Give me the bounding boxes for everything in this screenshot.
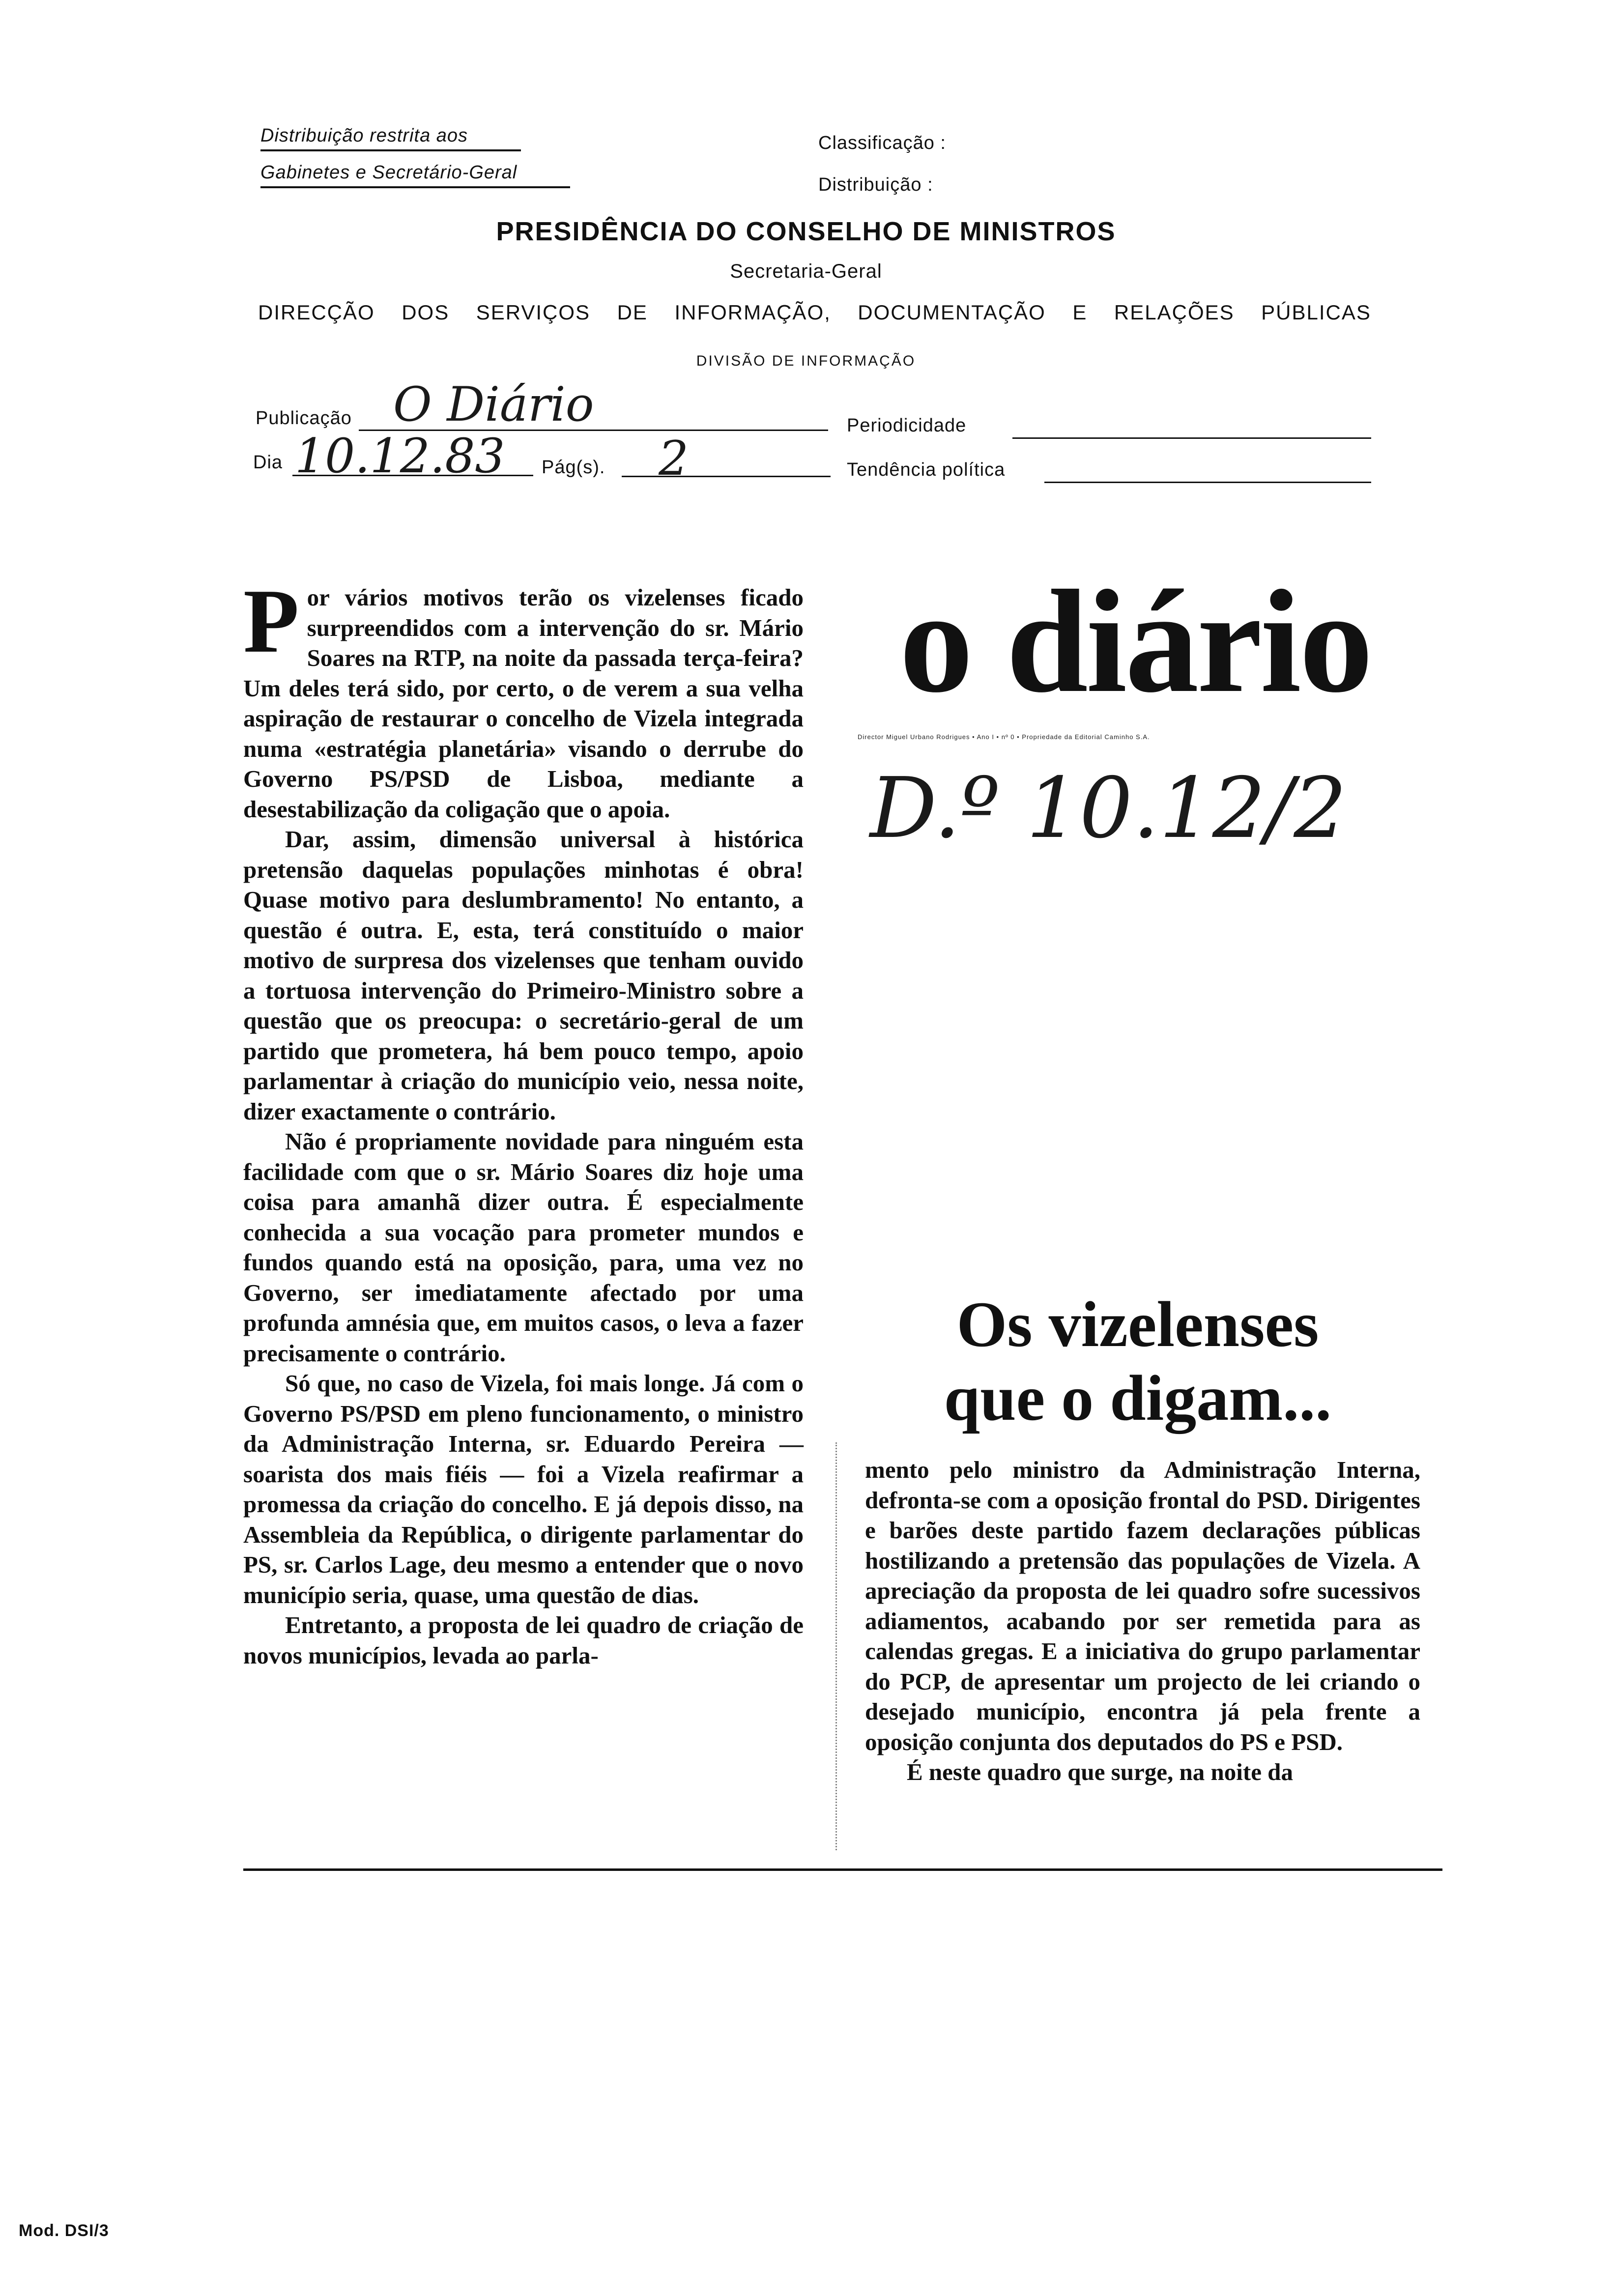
directorate-word: INFORMAÇÃO, [674,301,831,324]
article-paragraph: Dar, assim, dimensão universal à histórica pretensão daquelas populações minhotas é obra! Quase motivo para deslumbramento! No entanto, a questão é outra. E, esta, terá constituído o maior motivo de surpresa dos vizelenses que tenham ouvido a tortuosa intervenção do Primeiro-Ministro sobre a questão que os preocupa: o secretário-geral de um partido que prometera, há bem pouco tempo, apoio parlamentar à criação do município veio, nessa noite, dizer exactamente o contrário. [243,826,804,1125]
directorate-title [258,301,1371,324]
directorate-word: PÚBLICAS [1261,301,1371,324]
secretariat-subtitle: Secretaria-Geral [730,260,882,282]
clipping-handwritten-note: D.º 10.12/2 [870,760,1347,857]
article-paragraph: É neste quadro que surge, na noite da [907,1758,1293,1785]
directorate-word: DE [617,301,648,324]
periodicity-label: Periodicidade [847,415,967,436]
publication-handwritten: O Diário [393,377,594,432]
political-tendency-line [1044,482,1371,483]
newspaper-masthead: o diário [899,560,1371,723]
presidency-title: PRESIDÊNCIA DO CONSELHO DE MINISTROS [496,217,1116,246]
directorate-word: RELAÇÕES [1114,301,1235,324]
pages-handwritten: 2 [659,431,689,486]
classification-label: Classificação : [818,133,946,153]
directorate-word: DIRECÇÃO [258,301,375,324]
masthead-imprint: Director Miguel Urbano Rodrigues • Ano I • nº 0 • Propriedade da Editorial Caminho S.A. [858,733,1150,741]
clipping-bottom-rule [243,1868,1442,1871]
headline-line: que o digam... [944,1362,1332,1434]
pages-line [622,476,831,477]
article-headline [835,1288,1440,1435]
directorate-word: SERVIÇOS [476,301,591,324]
article-paragraph: Não é propriamente novidade para ninguém esta facilidade com que o sr. Mário Soares diz hoje uma coisa para amanhã dizer outra. É especialmente conhecida a sua vocação para prometer mundos e fundos quando está na oposição, para, uma vez no Governo, ser imediatamente afectado por uma profunda amnésia que, em muitos casos, o leva a fazer precisamente o contrário. [243,1128,804,1367]
form-code: Mod. DSI/3 [19,2221,109,2240]
article-paragraph: mento pelo ministro da Administração Interna, defronta-se com a oposição frontal do PSD. Dirigentes e barões deste partido fazem declarações públicas hostilizando a pretensão das populações de Vizela. A apreciação da proposta de lei quadro sofre sucessivos adiamentos, acabando por ser remetida para as calendas gregas. E a iniciativa do grupo parlamentar do PCP, de apresentar um projecto de lei criando o desejado município, encontra já pela frente a oposição conjunta dos deputados do PS e PSD. [865,1456,1420,1755]
periodicity-line [1012,437,1371,439]
article-paragraph [243,571,804,824]
paragraph-text: or vários motivos terão os vizelenses ficado surpreendidos com a intervenção do sr. Mário Soares na RTP, na noite da passada terça-feira? Um deles terá sido, por certo, o de verem a sua velha aspiração de restaurar o concelho de Vizela integrada numa «estratégia planetária» visando o derrube do Governo PS/PSD de Lisboa, mediante a desestabilização da coligação que o apoia. [243,584,804,823]
publication-label: Publicação [256,408,352,429]
political-tendency-label: Tendência política [847,459,1006,480]
restricted-distribution-line2: Gabinetes e Secretário-Geral [260,162,570,188]
day-handwritten: 10.12.83 [295,429,505,484]
restricted-distribution-line1: Distribuição restrita aos [260,125,521,151]
drop-cap: P [243,571,299,672]
column-separator [835,1442,837,1850]
headline-line: Os vizelenses [956,1288,1319,1360]
article-paragraph: Só que, no caso de Vizela, foi mais longe. Já com o Governo PS/PSD em pleno funcionamento, o ministro da Administração Interna, sr. Eduardo Pereira — soarista dos mais fiéis — foi a Vizela reafirmar a promessa da criação do concelho. E já depois disso, na Assembleia da República, o dirigente parlamentar do PS, sr. Carlos Lage, deu mesmo a entender que o novo município seria, quase, uma questão de dias. [243,1370,804,1608]
directorate-word: DOCUMENTAÇÃO [858,301,1046,324]
directorate-word: E [1072,301,1088,324]
pages-label: Pág(s). [542,457,605,478]
article-left-column [243,571,804,1670]
article-right-column [865,1455,1420,1787]
day-label: Dia [253,452,283,473]
directorate-word: DOS [402,301,450,324]
distribution-label: Distribuição : [818,174,933,195]
article-paragraph: Entretanto, a proposta de lei quadro de criação de novos municípios, levada ao parla- [243,1611,804,1669]
division-title: DIVISÃO DE INFORMAÇÃO [696,353,916,369]
